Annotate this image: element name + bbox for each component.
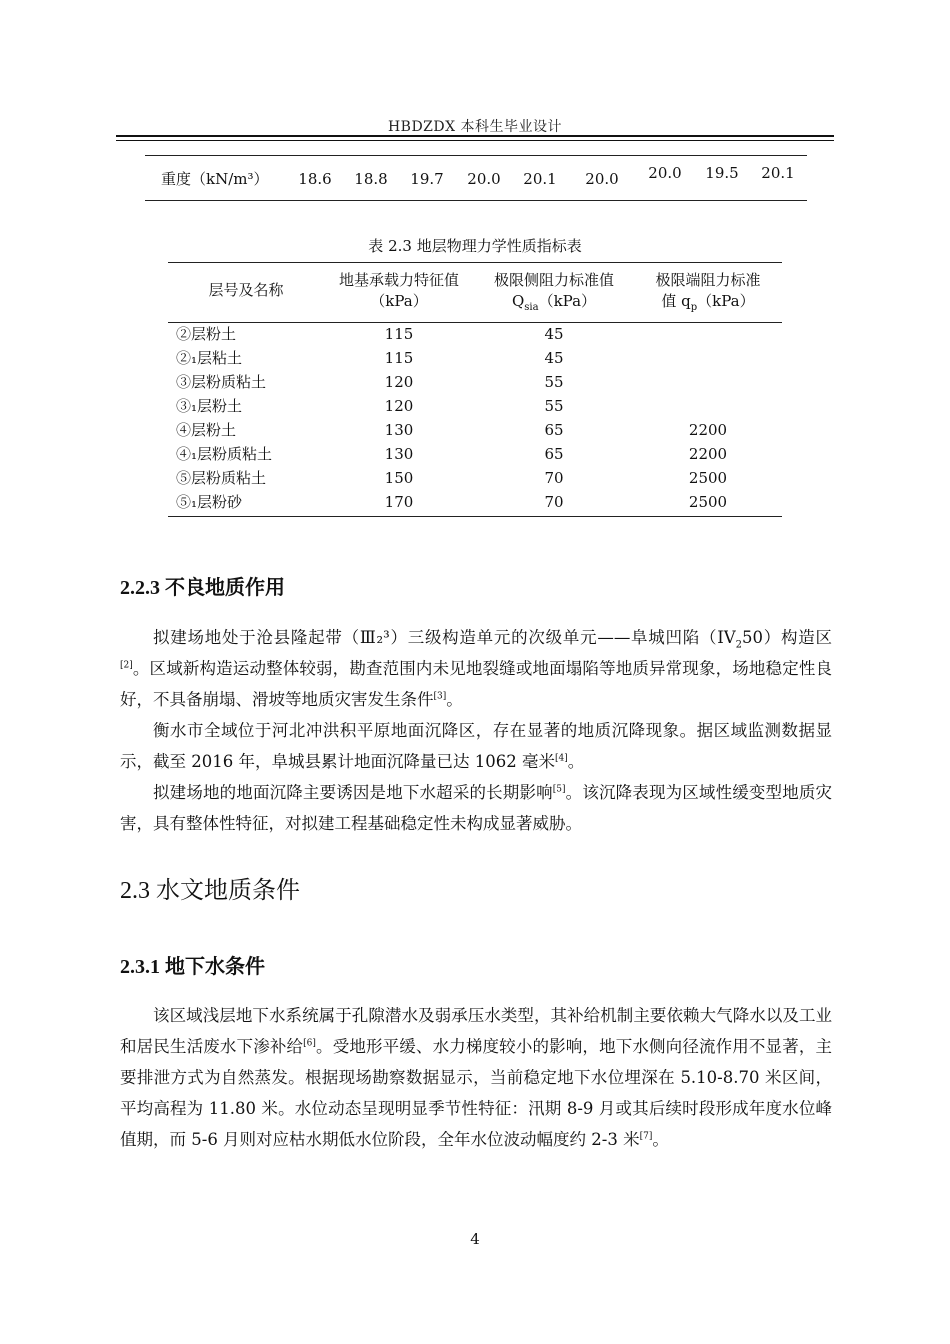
table-row [168, 490, 782, 514]
cell-end: 2200 [688, 421, 728, 439]
text-run: 。 [446, 690, 463, 709]
header-line: 极限端阻力标准 [655, 271, 761, 289]
cell-side: 45 [544, 349, 564, 367]
table-row [168, 442, 782, 466]
density-value: 20.0 [648, 164, 682, 182]
cell-layer: ⑤层粉质粘土 [176, 469, 267, 487]
page-number: 4 [470, 1230, 480, 1248]
header-line [474, 291, 634, 312]
cell-side: 70 [544, 493, 564, 511]
density-value: 19.7 [410, 170, 444, 188]
table-row [168, 346, 782, 370]
cell-bearing: 150 [384, 469, 414, 487]
cell-side: 45 [544, 325, 564, 343]
table-row [168, 370, 782, 394]
page-header-title: HBDZDX 本科生毕业设计 [387, 119, 563, 135]
header-symbol: Q [511, 292, 525, 310]
header-unit: （kPa） [538, 292, 597, 310]
citation: [3] [433, 691, 447, 702]
table-body [168, 322, 782, 514]
header-symbol: 值 q [661, 292, 691, 310]
cell-end [634, 394, 782, 418]
header-line: 极限侧阻力标准值 [493, 271, 614, 289]
table-row [168, 394, 782, 418]
text-run: 50）构造区 [742, 628, 832, 647]
text-run: 拟建场地的地面沉降主要诱因是地下水超采的长期影响 [153, 783, 553, 802]
header-line: 地基承载力特征值 [338, 271, 459, 289]
table-header-end-resistance [634, 270, 782, 312]
table-top-rule [168, 262, 782, 263]
paragraph [120, 1000, 832, 1155]
cell-side: 55 [544, 397, 564, 415]
cell-layer: ③层粉质粘土 [176, 373, 267, 391]
table-row [168, 466, 782, 490]
cell-side: 65 [544, 421, 564, 439]
table-header-side-resistance [474, 270, 634, 312]
citation: [6] [303, 1038, 316, 1049]
cell-layer: ②层粉土 [176, 325, 237, 343]
density-value: 20.0 [585, 170, 619, 188]
cell-side: 70 [544, 469, 564, 487]
text-run: 。 [567, 752, 585, 771]
density-table-top-rule [145, 155, 807, 156]
cell-bearing: 115 [384, 349, 414, 367]
header-line [634, 291, 782, 312]
table-header-bearing [324, 270, 474, 312]
citation: [7] [639, 1131, 653, 1142]
density-value: 20.1 [523, 170, 557, 188]
header-subscript: p [690, 302, 698, 313]
text-run: 。该沉降表现为区域性缓变型地质灾害，具有整体性特征，对拟建工程基础稳定性未构成显著威胁。 [120, 783, 832, 833]
cell-end [634, 370, 782, 394]
table-row [168, 322, 782, 346]
section-heading-2-3-1: 2.3.1 地下水条件 [120, 956, 265, 978]
cell-end: 2200 [688, 445, 728, 463]
density-label: 重度（kN/m³） [161, 170, 269, 188]
paragraph [120, 715, 832, 777]
table-bottom-rule [168, 516, 782, 517]
text-run: 衡水市全域位于河北冲洪积平原地面沉降区，存在显著的地质沉降现象。据区域监测数据显示，截至 2016 年，阜城县累计地面沉降量已达 1062 毫米 [120, 721, 832, 771]
text-run: 。 [652, 1130, 669, 1149]
text-run: 。受地形平缓、水力梯度较小的影响，地下水侧向径流作用不显著，主要排泄方式为自然蒸发。根据现场勘察数据显示，当前稳定地下水位埋深在 5.10-8.70 米区间，平均高程为 11.80 米。水位动态呈现明显季节性特征：汛期 8-9 月或其后续时段形成年度水位峰值期，而 5-6 月则对应枯水期低水位阶段，全年水位波动幅度约 2-3 米 [120, 1037, 833, 1149]
cell-layer: ④层粉土 [176, 421, 237, 439]
density-value: 18.8 [354, 170, 388, 188]
density-value: 20.0 [467, 170, 501, 188]
subscript: 2 [735, 639, 743, 651]
table-row [168, 418, 782, 442]
table-caption: 表 2.3 地层物理力学性质指标表 [368, 237, 582, 255]
text-run: 拟建场地处于沧县隆起带（Ⅲ₂³）三级构造单元的次级单元——阜城凹陷（IV [153, 628, 736, 647]
cell-end [634, 322, 782, 346]
density-value: 18.6 [298, 170, 332, 188]
cell-side: 65 [544, 445, 564, 463]
section-heading-2-3: 2.3 水文地质条件 [120, 878, 300, 904]
cell-bearing: 130 [384, 421, 414, 439]
cell-layer: ②₁层粘土 [176, 349, 243, 367]
density-value: 19.5 [705, 164, 739, 182]
citation: [5] [552, 784, 566, 795]
citation: [2] [120, 660, 133, 671]
cell-bearing: 120 [384, 373, 414, 391]
density-table-bottom-rule [145, 200, 807, 201]
cell-bearing: 130 [384, 445, 414, 463]
cell-layer: ③₁层粉土 [176, 397, 243, 415]
header-rule-thin [116, 140, 834, 141]
cell-end [634, 346, 782, 370]
cell-bearing: 120 [384, 397, 414, 415]
cell-layer: ④₁层粉质粘土 [176, 445, 273, 463]
cell-bearing: 115 [384, 325, 414, 343]
header-unit: （kPa） [697, 292, 755, 310]
cell-end: 2500 [688, 493, 728, 511]
section-heading-2-2-3: 2.2.3 不良地质作用 [120, 577, 285, 599]
cell-bearing: 170 [384, 493, 414, 511]
header-rule-thick [116, 135, 834, 137]
header-subscript: sia [524, 302, 539, 313]
text-run: 。区域新构造运动整体较弱，勘查范围内未见地裂缝或地面塌陷等地质异常现象，场地稳定性良好，不具备崩塌、滑坡等地质灾害发生条件 [120, 659, 832, 709]
citation: [4] [554, 753, 568, 764]
table-header-layer-name: 层号及名称 [208, 281, 284, 299]
cell-side: 55 [544, 373, 564, 391]
paragraph [120, 622, 832, 715]
cell-end: 2500 [688, 469, 728, 487]
density-value: 20.1 [761, 164, 795, 182]
text-run: 该区域浅层地下水系统属于孔隙潜水及弱承压水类型，其补给机制主要依赖大气降水以及工业和居民生活废水下渗补给 [120, 1006, 832, 1056]
cell-layer: ⑤₁层粉砂 [176, 493, 243, 511]
paragraph [120, 777, 832, 839]
header-line: （kPa） [370, 292, 428, 310]
